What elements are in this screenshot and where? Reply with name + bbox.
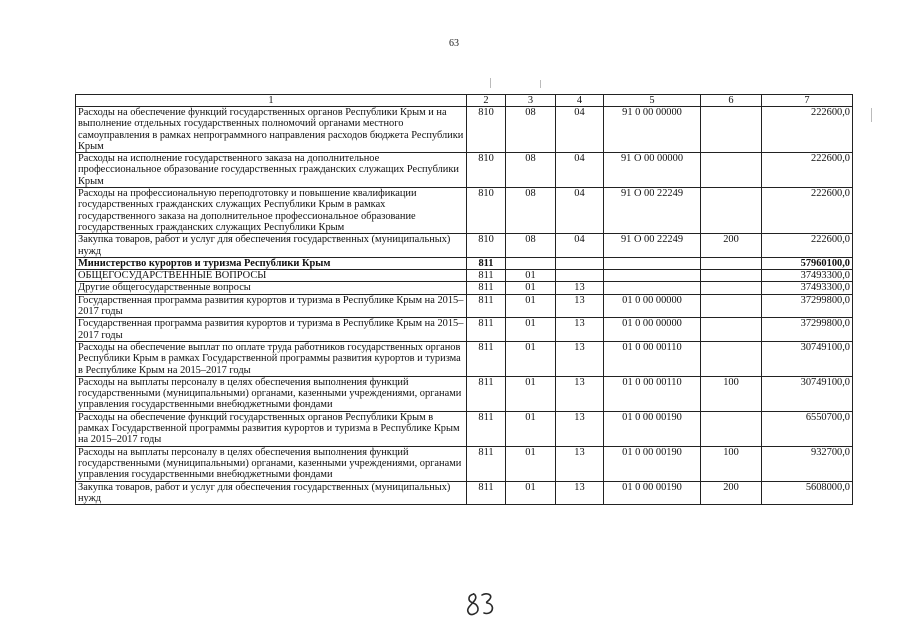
column-header: 4	[556, 95, 604, 107]
cell-section-code: 01	[506, 318, 556, 342]
scan-mark	[490, 78, 491, 88]
handwritten-page-mark	[465, 590, 499, 618]
table-row	[76, 341, 853, 376]
table-row	[76, 318, 853, 342]
cell-expense-type	[701, 294, 762, 318]
table-body	[76, 107, 853, 505]
cell-ministry-code: 811	[467, 294, 506, 318]
cell-section-code: 01	[506, 376, 556, 411]
table-header-row	[76, 95, 853, 107]
cell-amount: 30749100,0	[762, 341, 853, 376]
column-header: 5	[604, 95, 701, 107]
budget-table	[75, 94, 853, 505]
table-row	[76, 282, 853, 294]
cell-amount: 222600,0	[762, 188, 853, 234]
cell-target-article: 01 0 00 00190	[604, 481, 701, 505]
cell-description: Закупка товаров, работ и услуг для обеспечения государственных (муниципальных) нужд	[76, 234, 467, 258]
cell-section-code: 01	[506, 411, 556, 446]
cell-amount: 6550700,0	[762, 411, 853, 446]
cell-amount: 37493300,0	[762, 270, 853, 282]
table-row	[76, 188, 853, 234]
table-row	[76, 411, 853, 446]
cell-subsection-code: 04	[556, 153, 604, 188]
table-row	[76, 234, 853, 258]
cell-amount: 222600,0	[762, 153, 853, 188]
cell-expense-type	[701, 411, 762, 446]
column-header: 1	[76, 95, 467, 107]
cell-section-code	[506, 257, 556, 269]
cell-description: Расходы на выплаты персоналу в целях обеспечения выполнения функций государственными (муниципальными) органами, казенными учреждениями, органами управления государственными внебюджетными фондами	[76, 446, 467, 481]
cell-expense-type: 200	[701, 234, 762, 258]
cell-amount: 57960100,0	[762, 257, 853, 269]
cell-expense-type	[701, 282, 762, 294]
cell-description: Расходы на обеспечение выплат по оплате труда работников государственных органов Республики Крым в рамках Государственной программы развития курортов и туризма в Республике Крым на 2015–2017 годы	[76, 341, 467, 376]
cell-ministry-code: 810	[467, 188, 506, 234]
cell-expense-type: 200	[701, 481, 762, 505]
cell-expense-type	[701, 107, 762, 153]
cell-section-code: 01	[506, 294, 556, 318]
cell-amount: 5608000,0	[762, 481, 853, 505]
cell-target-article: 01 0 00 00110	[604, 376, 701, 411]
cell-section-code: 01	[506, 341, 556, 376]
cell-amount: 222600,0	[762, 107, 853, 153]
cell-ministry-code: 811	[467, 270, 506, 282]
cell-description: Расходы на исполнение государственного заказа на дополнительное профессиональное образование государственных гражданских служащих Республики Крым	[76, 153, 467, 188]
cell-amount: 37493300,0	[762, 282, 853, 294]
table-row	[76, 446, 853, 481]
cell-section-code: 08	[506, 153, 556, 188]
cell-subsection-code: 13	[556, 282, 604, 294]
cell-description: Расходы на профессиональную переподготовку и повышение квалификации государственных гражданских служащих Республики Крым в рамках государственного заказа на дополнительное профессиональное образование государственных гражданских служащих Республики Крым	[76, 188, 467, 234]
cell-ministry-code: 811	[467, 282, 506, 294]
cell-subsection-code: 13	[556, 318, 604, 342]
cell-ministry-code: 811	[467, 341, 506, 376]
cell-subsection-code: 04	[556, 234, 604, 258]
table-row	[76, 294, 853, 318]
cell-amount: 37299800,0	[762, 318, 853, 342]
cell-expense-type	[701, 270, 762, 282]
cell-section-code: 01	[506, 446, 556, 481]
table-row	[76, 481, 853, 505]
cell-section-code: 01	[506, 282, 556, 294]
cell-ministry-code: 811	[467, 318, 506, 342]
cell-description: ОБЩЕГОСУДАРСТВЕННЫЕ ВОПРОСЫ	[76, 270, 467, 282]
cell-description: Министерство курортов и туризма Республики Крым	[76, 257, 467, 269]
cell-target-article: 91 О 00 00000	[604, 153, 701, 188]
cell-expense-type	[701, 318, 762, 342]
cell-description: Расходы на обеспечение функций государственных органов Республики Крым и на выполнение отдельных государственных полномочий органами местного самоуправления в рамках непрограммного направления расходов бюджета Республики Крым	[76, 107, 467, 153]
cell-amount: 37299800,0	[762, 294, 853, 318]
cell-target-article: 01 0 00 00110	[604, 341, 701, 376]
cell-amount: 932700,0	[762, 446, 853, 481]
cell-section-code: 01	[506, 481, 556, 505]
cell-subsection-code: 13	[556, 376, 604, 411]
cell-target-article: 01 0 00 00000	[604, 318, 701, 342]
table-row	[76, 107, 853, 153]
cell-target-article	[604, 270, 701, 282]
cell-description: Государственная программа развития курортов и туризма в Республике Крым на 2015–2017 годы	[76, 318, 467, 342]
page-number: 63	[449, 38, 459, 49]
cell-section-code: 08	[506, 188, 556, 234]
cell-target-article	[604, 257, 701, 269]
cell-subsection-code: 13	[556, 341, 604, 376]
table-row	[76, 257, 853, 269]
cell-section-code: 08	[506, 107, 556, 153]
cell-expense-type	[701, 341, 762, 376]
cell-subsection-code: 13	[556, 481, 604, 505]
column-header: 3	[506, 95, 556, 107]
cell-target-article: 91 О 00 22249	[604, 234, 701, 258]
cell-target-article	[604, 282, 701, 294]
cell-ministry-code: 811	[467, 481, 506, 505]
table-row	[76, 153, 853, 188]
cell-ministry-code: 811	[467, 376, 506, 411]
cell-description: Другие общегосударственные вопросы	[76, 282, 467, 294]
cell-amount: 222600,0	[762, 234, 853, 258]
cell-expense-type: 100	[701, 446, 762, 481]
scan-mark	[871, 108, 872, 122]
cell-description: Государственная программа развития курортов и туризма в Республике Крым на 2015–2017 годы	[76, 294, 467, 318]
cell-subsection-code: 04	[556, 188, 604, 234]
cell-subsection-code: 13	[556, 294, 604, 318]
cell-amount: 30749100,0	[762, 376, 853, 411]
table-row	[76, 376, 853, 411]
cell-target-article: 91 0 00 00000	[604, 107, 701, 153]
cell-subsection-code: 13	[556, 446, 604, 481]
cell-ministry-code: 811	[467, 446, 506, 481]
table-row	[76, 270, 853, 282]
cell-ministry-code: 811	[467, 411, 506, 446]
cell-ministry-code: 810	[467, 234, 506, 258]
cell-target-article: 91 О 00 22249	[604, 188, 701, 234]
cell-expense-type	[701, 188, 762, 234]
scan-mark	[540, 80, 541, 88]
cell-section-code: 01	[506, 270, 556, 282]
cell-expense-type	[701, 257, 762, 269]
cell-ministry-code: 810	[467, 153, 506, 188]
cell-target-article: 01 0 00 00000	[604, 294, 701, 318]
cell-subsection-code	[556, 270, 604, 282]
column-header: 2	[467, 95, 506, 107]
cell-target-article: 01 0 00 00190	[604, 446, 701, 481]
cell-description: Расходы на обеспечение функций государственных органов Республики Крым в рамках Государственной программы развития курортов и туризма в Республике Крым на 2015–2017 годы	[76, 411, 467, 446]
cell-expense-type: 100	[701, 376, 762, 411]
cell-section-code: 08	[506, 234, 556, 258]
cell-subsection-code: 13	[556, 411, 604, 446]
cell-ministry-code: 810	[467, 107, 506, 153]
cell-expense-type	[701, 153, 762, 188]
column-header: 7	[762, 95, 853, 107]
cell-ministry-code: 811	[467, 257, 506, 269]
cell-subsection-code: 04	[556, 107, 604, 153]
cell-target-article: 01 0 00 00190	[604, 411, 701, 446]
column-header: 6	[701, 95, 762, 107]
cell-description: Закупка товаров, работ и услуг для обеспечения государственных (муниципальных) нужд	[76, 481, 467, 505]
cell-description: Расходы на выплаты персоналу в целях обеспечения выполнения функций государственными (муниципальными) органами, казенными учреждениями, органами управления государственными внебюджетными фондами	[76, 376, 467, 411]
cell-subsection-code	[556, 257, 604, 269]
